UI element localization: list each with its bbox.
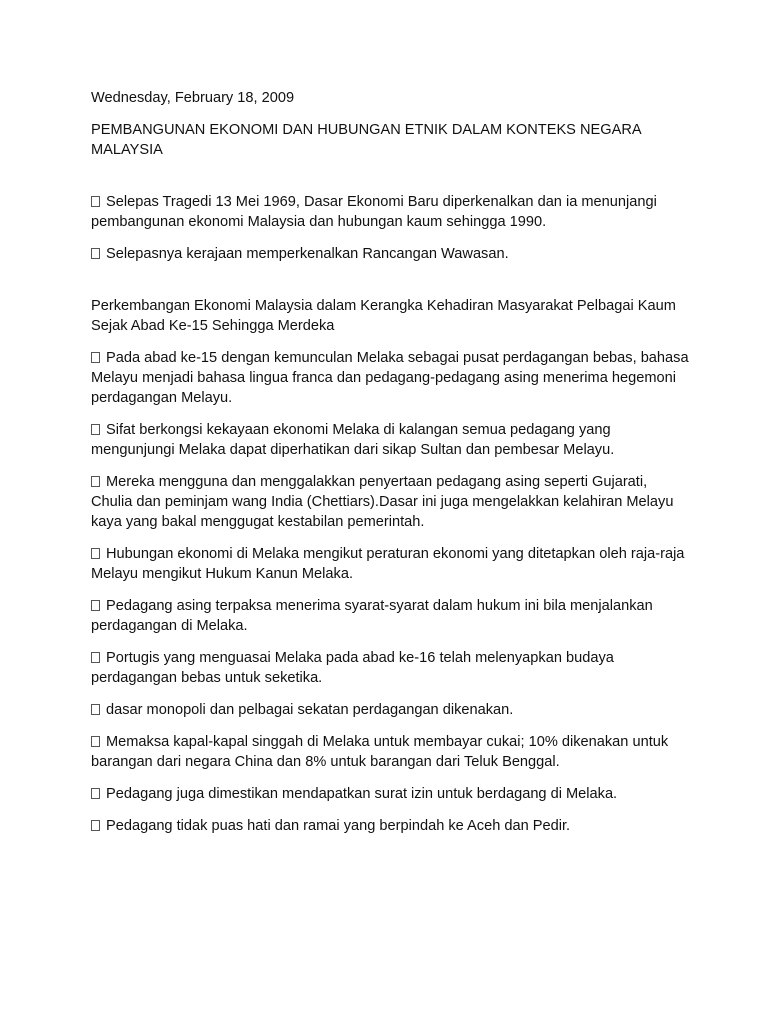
bullet-box-icon bbox=[91, 424, 100, 435]
list-item bbox=[91, 420, 691, 460]
bullet-box-icon bbox=[91, 652, 100, 663]
point-text: Pedagang juga dimestikan mendapatkan surat izin untuk berdagang di Melaka. bbox=[106, 786, 618, 802]
point-text: Sifat berkongsi kekayaan ekonomi Melaka di kalangan semua pedagang yang mengunjungi Melaka dapat diperhatikan dari sikap Sultan dan pembesar Melayu. bbox=[91, 422, 615, 458]
point-text: Hubungan ekonomi di Melaka mengikut peraturan ekonomi yang ditetapkan oleh raja-raja Melayu mengikut Hukum Kanun Melaka. bbox=[91, 546, 685, 582]
bullet-box-icon bbox=[91, 736, 100, 747]
intro-text: Selepas Tragedi 13 Mei 1969, Dasar Ekonomi Baru diperkenalkan dan ia menunjangi pembangunan ekonomi Malaysia dan hubungan kaum sehingga 1990. bbox=[91, 194, 657, 230]
point-text: Pedagang tidak puas hati dan ramai yang berpindah ke Aceh dan Pedir. bbox=[106, 818, 571, 834]
intro-section bbox=[91, 192, 691, 264]
list-item bbox=[91, 816, 691, 836]
point-text: Mereka mengguna dan menggalakkan penyertaan pedagang asing seperti Gujarati, Chulia dan peminjam wang India (Chettiars).Dasar ini juga mengelakkan kelahiran Melayu kaya yang bakal menggugat kestabilan pemerintah. bbox=[91, 474, 674, 530]
list-item bbox=[91, 472, 691, 532]
bullet-box-icon bbox=[91, 704, 100, 715]
list-item bbox=[91, 348, 691, 408]
point-text: Memaksa kapal-kapal singgah di Melaka untuk membayar cukai; 10% dikenakan untuk barangan dari negara China dan 8% untuk barangan dari Teluk Benggal. bbox=[91, 734, 669, 770]
point-text: Pada abad ke-15 dengan kemunculan Melaka sebagai pusat perdagangan bebas, bahasa Melayu menjadi bahasa lingua franca dan pedagang-pedagang asing menerima hegemoni perdagangan Melayu. bbox=[91, 350, 689, 406]
bullet-box-icon bbox=[91, 352, 100, 363]
intro-text: Selepasnya kerajaan memperkenalkan Rancangan Wawasan. bbox=[106, 246, 509, 262]
document-page bbox=[91, 88, 691, 848]
document-title: PEMBANGUNAN EKONOMI DAN HUBUNGAN ETNIK DALAM KONTEKS NEGARA MALAYSIA bbox=[91, 122, 641, 158]
section-heading: Perkembangan Ekonomi Malaysia dalam Kerangka Kehadiran Masyarakat Pelbagai Kaum Sejak Abad Ke-15 Sehingga Merdeka bbox=[91, 298, 676, 334]
bullet-box-icon bbox=[91, 600, 100, 611]
bullet-box-icon bbox=[91, 548, 100, 559]
intro-item bbox=[91, 244, 691, 264]
post-date: Wednesday, February 18, 2009 bbox=[91, 90, 295, 106]
list-item bbox=[91, 596, 691, 636]
bullet-box-icon bbox=[91, 788, 100, 799]
bullet-box-icon bbox=[91, 820, 100, 831]
points-list bbox=[91, 348, 691, 836]
intro-item bbox=[91, 192, 691, 232]
list-item bbox=[91, 732, 691, 772]
list-item bbox=[91, 648, 691, 688]
bullet-box-icon bbox=[91, 476, 100, 487]
bullet-box-icon bbox=[91, 196, 100, 207]
list-item bbox=[91, 544, 691, 584]
point-text: dasar monopoli dan pelbagai sekatan perdagangan dikenakan. bbox=[106, 702, 514, 718]
point-text: Pedagang asing terpaksa menerima syarat-syarat dalam hukum ini bila menjalankan perdagangan di Melaka. bbox=[91, 598, 653, 634]
point-text: Portugis yang menguasai Melaka pada abad ke-16 telah melenyapkan budaya perdagangan bebas untuk seketika. bbox=[91, 650, 614, 686]
list-item bbox=[91, 700, 691, 720]
list-item bbox=[91, 784, 691, 804]
bullet-box-icon bbox=[91, 248, 100, 259]
